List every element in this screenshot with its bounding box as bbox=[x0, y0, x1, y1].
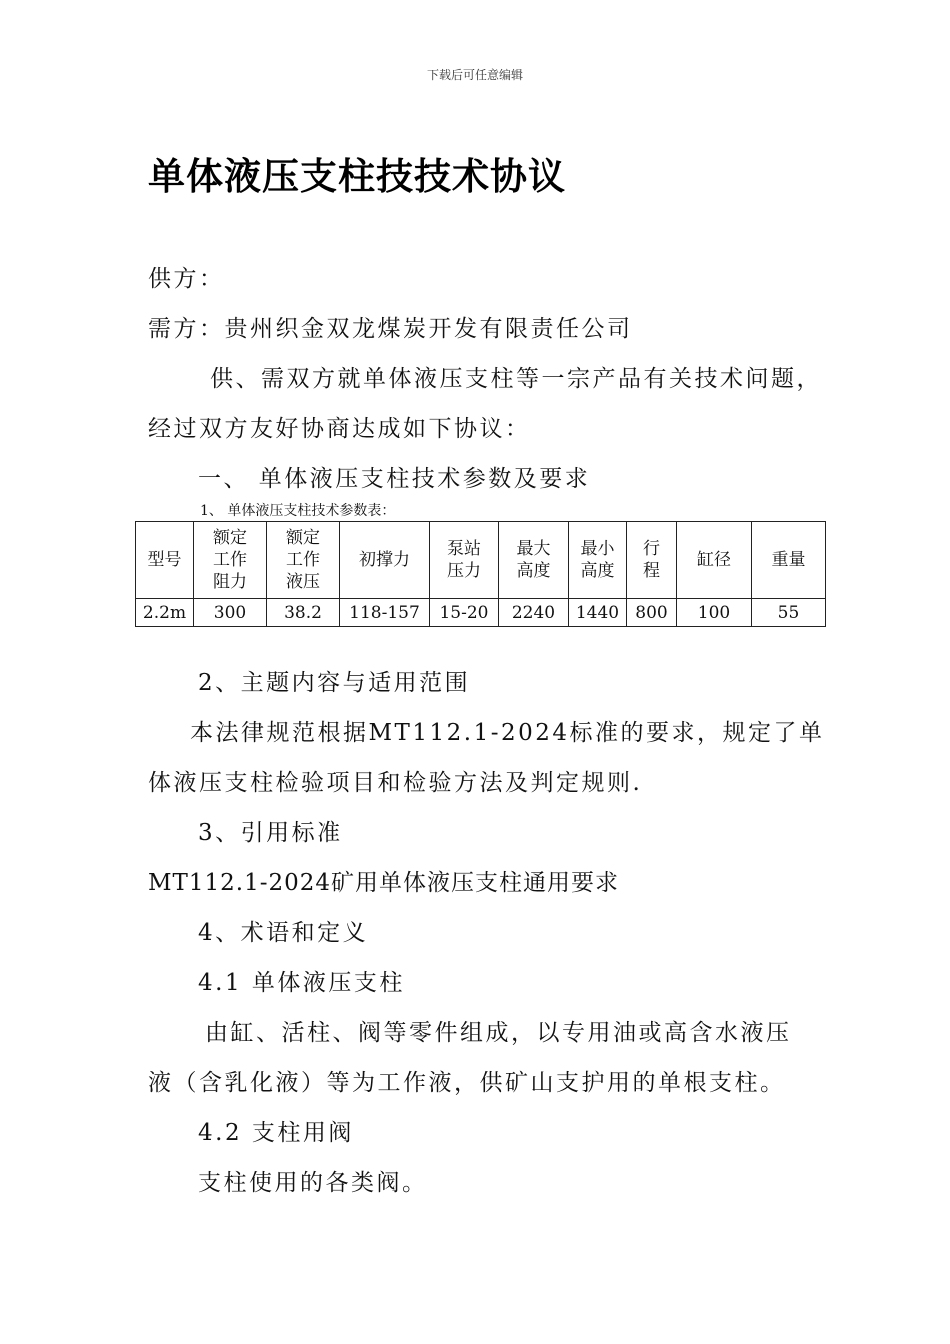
table-cell: 2.2m bbox=[136, 599, 194, 627]
section41-text-line1: 由缸、活柱、阀等零件组成，以专用油或高含水液压 bbox=[205, 1020, 792, 1046]
section41-text-line2: 液（含乳化液）等为工作液，供矿山支护用的单根支柱。 bbox=[148, 1070, 786, 1096]
table-cell: 38.2 bbox=[267, 599, 340, 627]
table-header-cell: 最小 高度 bbox=[569, 522, 627, 599]
header-note: 下载后可任意编辑 bbox=[426, 68, 523, 82]
section42-text: 支柱使用的各类阀。 bbox=[198, 1170, 428, 1196]
table-caption: 1、 单体液压支柱技术参数表： bbox=[200, 503, 396, 519]
document-title: 单体液压支柱技技术协议 bbox=[148, 155, 566, 198]
table-cell: 300 bbox=[194, 599, 267, 627]
section2-text-line2: 体液压支柱检验项目和检验方法及判定规则. bbox=[148, 770, 643, 796]
parameter-table bbox=[135, 521, 826, 627]
table-header-cell: 额定 工作 阻力 bbox=[194, 522, 267, 599]
table-cell: 15-20 bbox=[430, 599, 499, 627]
section3-text: MT112.1-2024矿用单体液压支柱通用要求 bbox=[148, 870, 620, 896]
table-header-cell: 型号 bbox=[136, 522, 194, 599]
table-row bbox=[136, 599, 826, 627]
table-header-cell: 缸径 bbox=[677, 522, 752, 599]
table-cell: 118-157 bbox=[340, 599, 430, 627]
table-cell: 800 bbox=[627, 599, 677, 627]
table-cell: 2240 bbox=[499, 599, 569, 627]
section3-heading: 3、引用标准 bbox=[198, 820, 343, 846]
section4-heading: 4、术语和定义 bbox=[198, 920, 369, 946]
buyer-line: 需方：贵州织金双龙煤炭开发有限责任公司 bbox=[148, 316, 633, 342]
table-header-row bbox=[136, 522, 826, 599]
table-header-cell: 最大 高度 bbox=[499, 522, 569, 599]
section1-heading: 一、 单体液压支柱技术参数及要求 bbox=[198, 466, 591, 492]
table-header-cell: 重量 bbox=[752, 522, 826, 599]
table-cell: 100 bbox=[677, 599, 752, 627]
table-header-cell: 行 程 bbox=[627, 522, 677, 599]
intro-paragraph-line1: 供、需双方就单体液压支柱等一宗产品有关技术问题， bbox=[210, 366, 822, 392]
section41-heading: 4.1 单体液压支柱 bbox=[198, 970, 405, 996]
table-header-cell: 额定 工作 液压 bbox=[267, 522, 340, 599]
table-header-cell: 泵站 压力 bbox=[430, 522, 499, 599]
section2-text-line1: 本法律规范根据MT112.1-2024标准的要求，规定了单 bbox=[190, 720, 825, 746]
section42-heading: 4.2 支柱用阀 bbox=[198, 1120, 354, 1146]
supplier-line: 供方： bbox=[148, 266, 225, 292]
table-cell: 55 bbox=[752, 599, 826, 627]
intro-paragraph-line2: 经过双方友好协商达成如下协议： bbox=[148, 416, 531, 442]
table-cell: 1440 bbox=[569, 599, 627, 627]
table-header-cell: 初撑力 bbox=[340, 522, 430, 599]
section2-heading: 2、主题内容与适用范围 bbox=[198, 670, 471, 696]
